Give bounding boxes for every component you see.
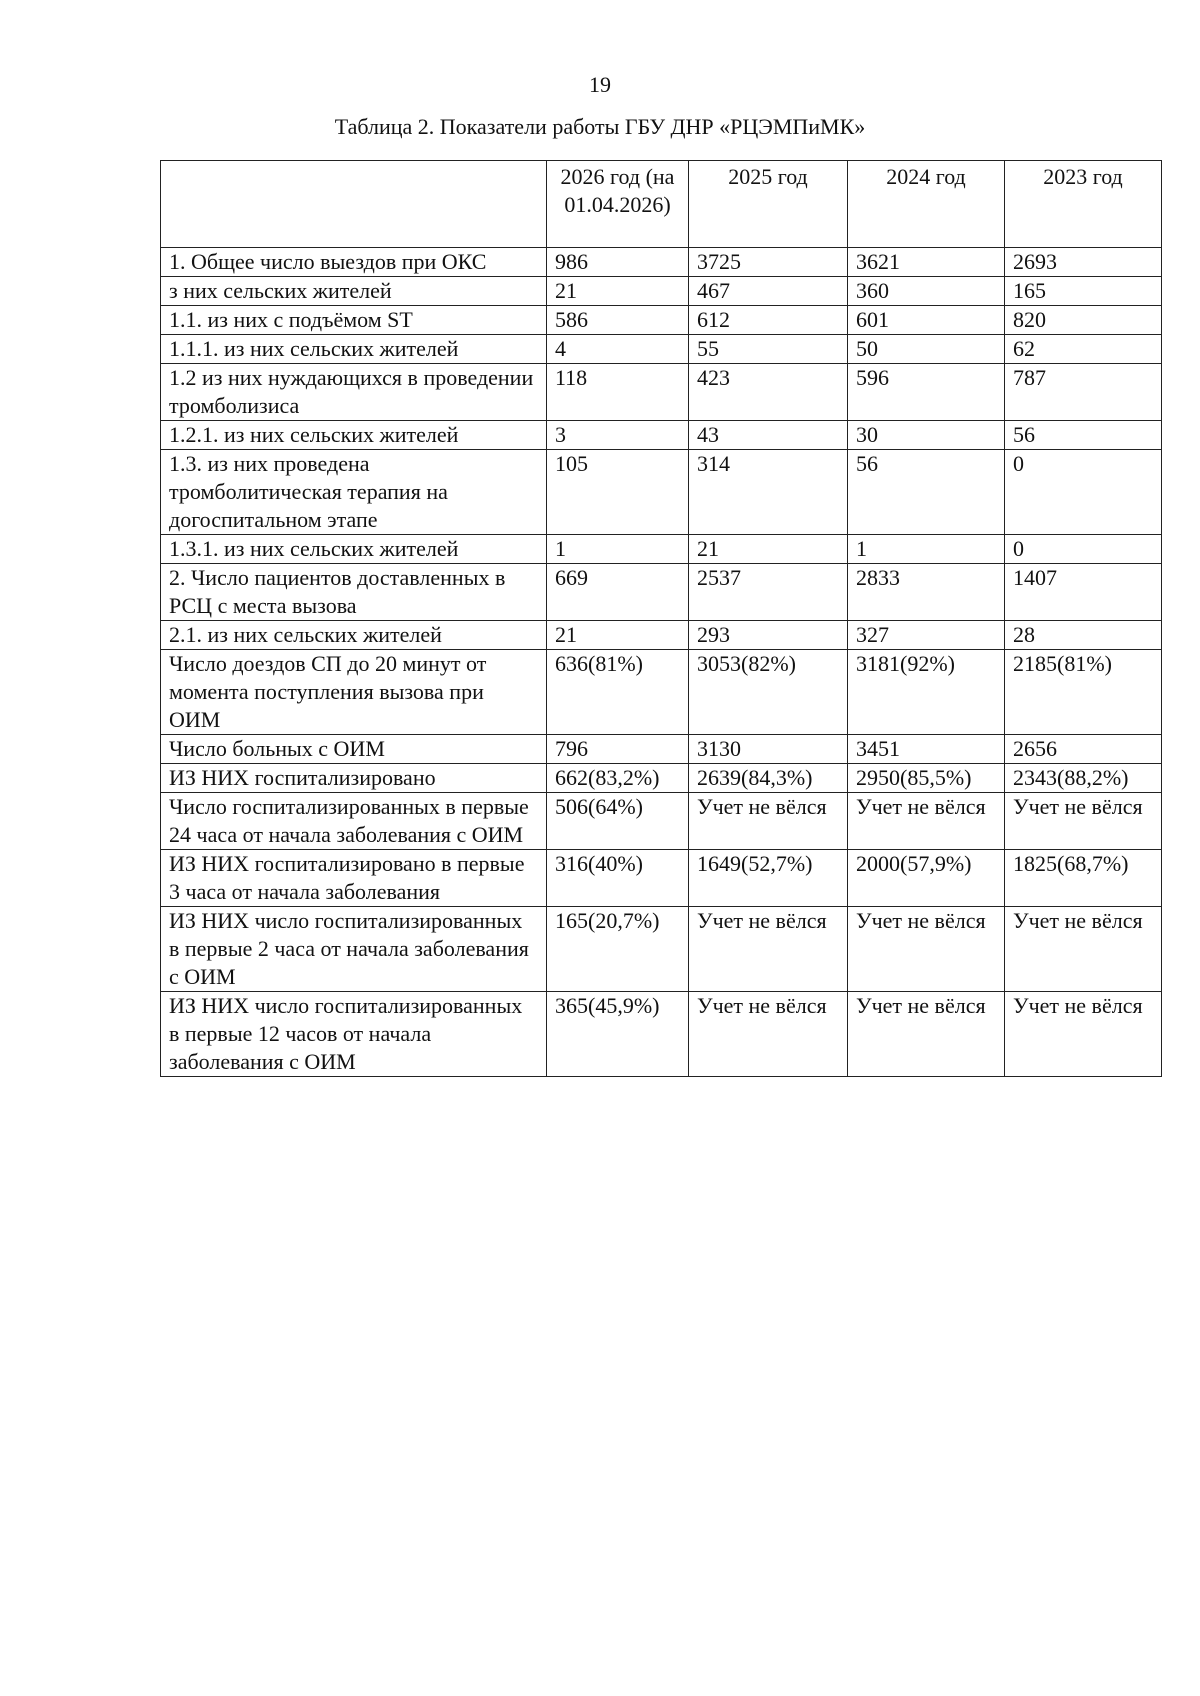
value-cell: 3451	[848, 735, 1005, 764]
page-number: 19	[589, 72, 611, 97]
value-cell: 55	[689, 335, 848, 364]
row-label: 1.1.1. из них сельских жителей	[161, 335, 547, 364]
row-label: ИЗ НИХ число госпитализированных в первые 12 часов от начала заболевания с ОИМ	[161, 992, 547, 1077]
row-label: ИЗ НИХ число госпитализированных в первые 2 часа от начала заболевания с ОИМ	[161, 907, 547, 992]
table-title: Таблица 2. Показатели работы ГБУ ДНР «РЦЭМПиМК»	[334, 114, 866, 139]
table-row	[161, 306, 1162, 335]
row-label: 1.2.1. из них сельских жителей	[161, 421, 547, 450]
value-cell: 314	[689, 450, 848, 535]
value-cell: 662(83,2%)	[547, 764, 689, 793]
value-cell: 21	[689, 535, 848, 564]
table-row	[161, 450, 1162, 535]
row-label: 1.3. из них проведена тромболитическая терапия на догоспитальном этапе	[161, 450, 547, 535]
table-body	[161, 248, 1162, 1077]
value-cell: 2639(84,3%)	[689, 764, 848, 793]
value-cell: 1407	[1005, 564, 1162, 621]
column-header-2023: 2023 год	[1005, 161, 1162, 248]
value-cell: Учет не вёлся	[1005, 907, 1162, 992]
table-row	[161, 793, 1162, 850]
table-row	[161, 364, 1162, 421]
value-cell: Учет не вёлся	[848, 907, 1005, 992]
value-cell: 1649(52,7%)	[689, 850, 848, 907]
table-row	[161, 735, 1162, 764]
value-cell: 1825(68,7%)	[1005, 850, 1162, 907]
value-cell: 30	[848, 421, 1005, 450]
value-cell: 21	[547, 277, 689, 306]
value-cell: 506(64%)	[547, 793, 689, 850]
table-row	[161, 764, 1162, 793]
value-cell: 56	[848, 450, 1005, 535]
row-label: 2. Число пациентов доставленных в РСЦ с места вызова	[161, 564, 547, 621]
value-cell: Учет не вёлся	[689, 992, 848, 1077]
row-label: 1.1. из них с подъёмом ST	[161, 306, 547, 335]
value-cell: 2833	[848, 564, 1005, 621]
value-cell: 43	[689, 421, 848, 450]
value-cell: 3	[547, 421, 689, 450]
value-cell: 2343(88,2%)	[1005, 764, 1162, 793]
row-label: з них сельских жителей	[161, 277, 547, 306]
value-cell: 3621	[848, 248, 1005, 277]
value-cell: 3130	[689, 735, 848, 764]
value-cell: Учет не вёлся	[1005, 992, 1162, 1077]
value-cell: 327	[848, 621, 1005, 650]
value-cell: 118	[547, 364, 689, 421]
row-label: 2.1. из них сельских жителей	[161, 621, 547, 650]
value-cell: 636(81%)	[547, 650, 689, 735]
value-cell: 586	[547, 306, 689, 335]
value-cell: 293	[689, 621, 848, 650]
row-label: 1.3.1. из них сельских жителей	[161, 535, 547, 564]
value-cell: 165	[1005, 277, 1162, 306]
value-cell: 2185(81%)	[1005, 650, 1162, 735]
value-cell: Учет не вёлся	[689, 793, 848, 850]
value-cell: 0	[1005, 535, 1162, 564]
value-cell: 56	[1005, 421, 1162, 450]
value-cell: 316(40%)	[547, 850, 689, 907]
value-cell: 2656	[1005, 735, 1162, 764]
table-row	[161, 248, 1162, 277]
value-cell: 0	[1005, 450, 1162, 535]
value-cell: Учет не вёлся	[848, 793, 1005, 850]
row-label: Число госпитализированных в первые 24 часа от начала заболевания с ОИМ	[161, 793, 547, 850]
value-cell: 601	[848, 306, 1005, 335]
value-cell: 365(45,9%)	[547, 992, 689, 1077]
row-label: Число больных с ОИМ	[161, 735, 547, 764]
column-header-2026: 2026 год (на 01.04.2026)	[547, 161, 689, 248]
value-cell: 360	[848, 277, 1005, 306]
table-header-row	[161, 161, 1162, 248]
value-cell: 62	[1005, 335, 1162, 364]
table-row	[161, 621, 1162, 650]
value-cell: 820	[1005, 306, 1162, 335]
value-cell: 669	[547, 564, 689, 621]
value-cell: 28	[1005, 621, 1162, 650]
value-cell: 50	[848, 335, 1005, 364]
value-cell: 467	[689, 277, 848, 306]
table-row	[161, 907, 1162, 992]
table-row	[161, 335, 1162, 364]
row-label: ИЗ НИХ госпитализировано	[161, 764, 547, 793]
value-cell: 796	[547, 735, 689, 764]
indicators-table	[160, 160, 1162, 1077]
value-cell: 787	[1005, 364, 1162, 421]
value-cell: 3181(92%)	[848, 650, 1005, 735]
value-cell: 1	[547, 535, 689, 564]
value-cell: 423	[689, 364, 848, 421]
row-label: ИЗ НИХ госпитализировано в первые 3 часа от начала заболевания	[161, 850, 547, 907]
table-row	[161, 650, 1162, 735]
table-row	[161, 277, 1162, 306]
row-label: 1.2 из них нуждающихся в проведении тромболизиса	[161, 364, 547, 421]
column-header-2024: 2024 год	[848, 161, 1005, 248]
value-cell: 2693	[1005, 248, 1162, 277]
value-cell: 105	[547, 450, 689, 535]
table-row	[161, 564, 1162, 621]
value-cell: 165(20,7%)	[547, 907, 689, 992]
value-cell: 3725	[689, 248, 848, 277]
value-cell: 21	[547, 621, 689, 650]
table-row	[161, 992, 1162, 1077]
row-label: 1. Общее число выездов при ОКС	[161, 248, 547, 277]
value-cell: Учет не вёлся	[848, 992, 1005, 1077]
row-label: Число доездов СП до 20 минут от момента поступления вызова при ОИМ	[161, 650, 547, 735]
value-cell: 1	[848, 535, 1005, 564]
value-cell: 2537	[689, 564, 848, 621]
value-cell: 612	[689, 306, 848, 335]
value-cell: 596	[848, 364, 1005, 421]
value-cell: 3053(82%)	[689, 650, 848, 735]
value-cell: 986	[547, 248, 689, 277]
value-cell: Учет не вёлся	[689, 907, 848, 992]
value-cell: 4	[547, 335, 689, 364]
value-cell: 2950(85,5%)	[848, 764, 1005, 793]
value-cell: 2000(57,9%)	[848, 850, 1005, 907]
column-header-2025: 2025 год	[689, 161, 848, 248]
table-row	[161, 535, 1162, 564]
table-row	[161, 850, 1162, 907]
value-cell: Учет не вёлся	[1005, 793, 1162, 850]
table-row	[161, 421, 1162, 450]
header-empty-cell	[161, 161, 547, 248]
